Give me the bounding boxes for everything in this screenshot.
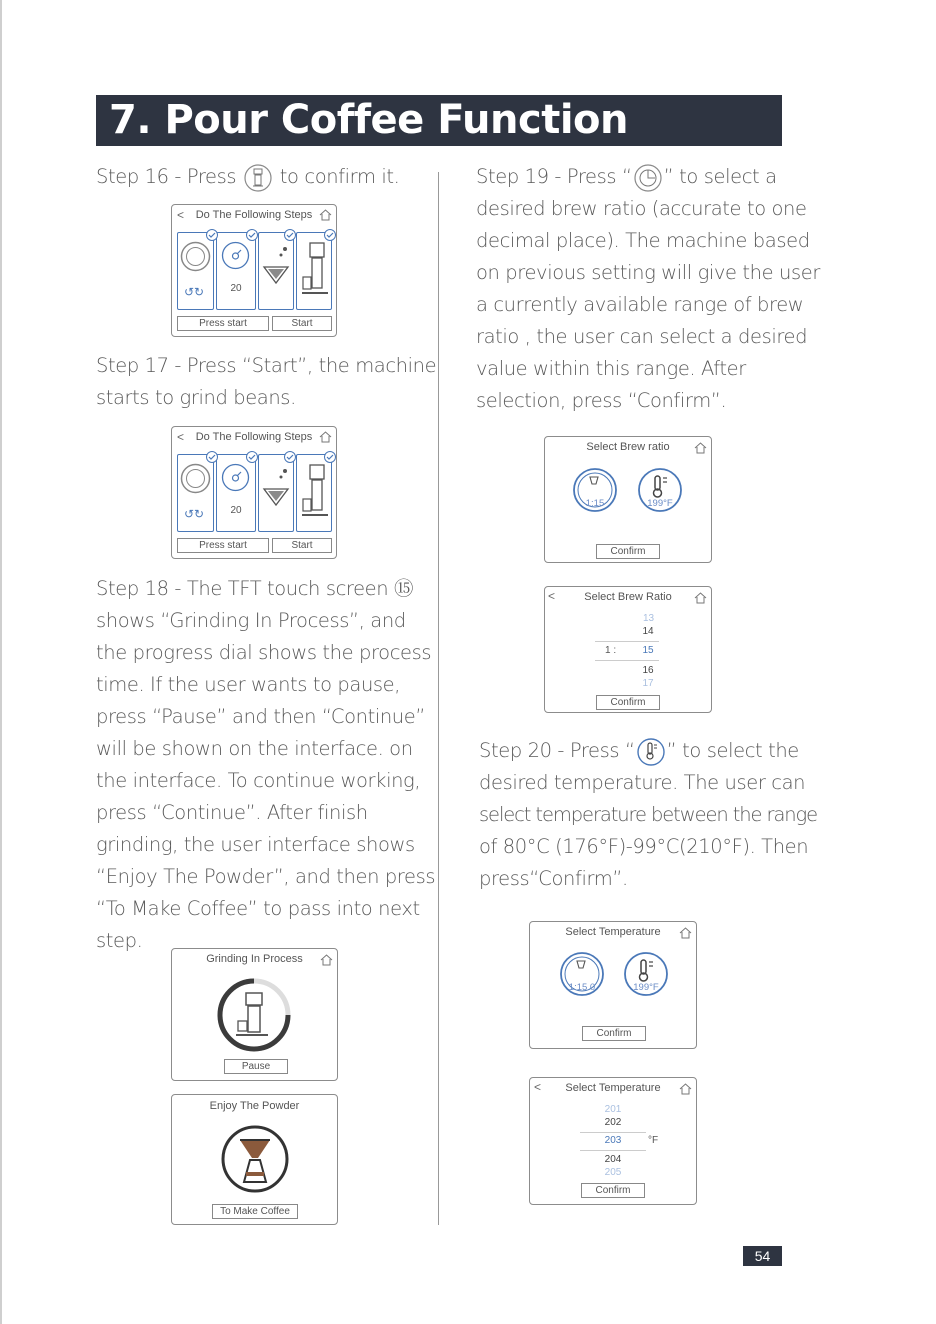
home-icon[interactable]	[320, 954, 333, 966]
home-icon[interactable]	[679, 927, 692, 939]
list-item[interactable]: 16	[642, 665, 654, 676]
rotate-icons: ↺↻	[184, 507, 205, 521]
text-line: starts to grind beans.	[96, 386, 296, 409]
home-icon[interactable]	[679, 1083, 692, 1095]
check-icon	[246, 451, 258, 463]
ratio-value: 1:15.0	[568, 982, 596, 993]
text-line: decimal place). The machine based	[476, 229, 810, 252]
text-line: value within this range. After	[476, 357, 746, 380]
screen-title: Do The Following Steps	[195, 431, 313, 443]
text-line: ratio , the user can select a desired	[476, 325, 808, 348]
powder-screen	[171, 1094, 338, 1225]
text-line: the progress dial shows the process	[96, 641, 432, 664]
section-title: 7. Pour Coffee Function	[109, 97, 628, 143]
check-icon	[206, 451, 218, 463]
text-line: desired brew ratio (accurate to one	[476, 197, 807, 220]
grind-value: 20	[230, 283, 242, 294]
step-card-beans[interactable]	[258, 232, 294, 310]
text-line: press “Pause” and then “Continue”	[96, 705, 426, 728]
list-item[interactable]: 17	[642, 678, 654, 689]
text-line: shows “Grinding In Process”, and	[96, 609, 406, 632]
coffee-powder-icon	[220, 1124, 290, 1194]
divider	[580, 1132, 646, 1133]
divider	[595, 641, 659, 642]
text-line: grinding, the user interface shows	[96, 833, 415, 856]
temperature-icon	[636, 737, 666, 767]
brew-ratio-screen	[544, 436, 712, 563]
confirm-button[interactable]: Confirm	[596, 544, 660, 559]
brew-ratio-icon	[633, 163, 663, 193]
progress-dial-icon	[216, 977, 292, 1053]
section-banner	[96, 95, 782, 146]
home-icon[interactable]	[319, 209, 332, 221]
list-item[interactable]: 202	[604, 1117, 622, 1128]
confirm-button[interactable]: Confirm	[596, 695, 660, 710]
check-icon	[284, 229, 296, 241]
ratio-prefix: 1 :	[605, 645, 617, 656]
start-button[interactable]: Start	[272, 538, 332, 553]
confirm-button[interactable]: Confirm	[581, 1183, 645, 1198]
step16-before: Step 16 - Press	[96, 165, 237, 188]
list-item[interactable]: 204	[604, 1154, 622, 1165]
text-line: select temperature between the range	[479, 803, 818, 826]
column-divider	[438, 172, 439, 1225]
check-icon	[324, 229, 336, 241]
text-line: press “Continue”. After finish	[96, 801, 368, 824]
step-card-dial[interactable]	[177, 454, 214, 532]
list-item[interactable]: 14	[642, 626, 654, 637]
brew-ratio-list-screen: < Select Brew Ratio 13 14 1 : 15 16 17 Confirm	[544, 586, 712, 713]
step-card-beans[interactable]	[258, 454, 294, 532]
text-line: “Enjoy The Powder”, and then press	[96, 865, 436, 888]
grinding-screen	[171, 948, 338, 1081]
rotate-icons: ↺↻	[184, 285, 205, 299]
list-item[interactable]: 201	[604, 1104, 622, 1115]
text-fragment: ” to select the	[666, 739, 799, 762]
steps-screen-1	[171, 204, 337, 337]
screen-title: Grinding In Process	[206, 953, 303, 965]
step16-text	[96, 161, 399, 193]
press-start-button[interactable]: Press start	[177, 538, 269, 553]
temp-unit: °F	[648, 1135, 659, 1146]
text-fragment: Step 20 - Press “	[479, 739, 635, 762]
check-icon	[324, 451, 336, 463]
screen-title: Enjoy The Powder	[209, 1100, 300, 1112]
page-edge	[0, 0, 2, 1324]
check-icon	[246, 229, 258, 241]
text-line: will be shown on the interface. on	[96, 737, 413, 760]
text-line: a currently available range of brew	[476, 293, 804, 316]
text-line: selection, press “Confirm”.	[476, 389, 727, 412]
step-card-grind[interactable]	[216, 454, 256, 532]
step-card-machine[interactable]	[296, 454, 332, 532]
screen-title: Select Brew Ratio	[584, 591, 672, 603]
text-line: press“Confirm”.	[479, 867, 628, 890]
page-number: 54	[743, 1246, 782, 1266]
step18-text	[96, 573, 435, 957]
text-line: “To Make Coffee” to pass into next	[96, 897, 420, 920]
text-line: step.	[96, 929, 143, 952]
step19-text	[476, 161, 820, 417]
text-line: desired temperature. The user can	[479, 771, 806, 794]
start-button[interactable]: Start	[272, 316, 332, 331]
screen-title: Select Temperature	[565, 1082, 661, 1094]
text-line: Step 17 - Press “Start”, the machine	[96, 354, 437, 377]
text-line: the interface. To continue working,	[96, 769, 421, 792]
pause-button[interactable]: Pause	[224, 1059, 288, 1074]
grinder-icon	[243, 163, 273, 193]
confirm-button[interactable]: Confirm	[582, 1026, 646, 1041]
temperature-screen	[529, 921, 697, 1049]
step17-text	[96, 350, 436, 414]
divider	[595, 660, 659, 661]
step20-text	[479, 735, 817, 895]
home-icon[interactable]	[694, 442, 707, 454]
to-make-coffee-button[interactable]: To Make Coffee	[212, 1204, 298, 1219]
divider	[580, 1150, 646, 1151]
screen-title: Do The Following Steps	[195, 209, 313, 221]
home-icon[interactable]	[694, 592, 707, 604]
text-line: time. If the user wants to pause,	[96, 673, 401, 696]
list-item[interactable]: 205	[604, 1167, 622, 1178]
temperature-list-screen	[529, 1077, 697, 1205]
screen-title: Select Temperature	[565, 926, 661, 938]
step16-after: to confirm it.	[279, 165, 400, 188]
check-icon	[206, 229, 218, 241]
ratio-value: 1:15	[585, 498, 605, 509]
press-start-button[interactable]: Press start	[177, 316, 269, 331]
step-card-machine[interactable]	[296, 232, 332, 310]
selected-item[interactable]: 203	[604, 1135, 622, 1146]
step-card-dial[interactable]	[177, 232, 214, 310]
back-icon[interactable]: <	[548, 589, 556, 603]
back-icon[interactable]: <	[177, 430, 185, 444]
back-icon[interactable]: <	[177, 208, 185, 222]
text-line: on previous setting will give the user	[476, 261, 820, 284]
text-line: of 80°C (176°F)-99°C(210°F). Then	[479, 835, 809, 858]
grind-value: 20	[230, 505, 242, 516]
text-fragment: ” to select a	[663, 165, 777, 188]
home-icon[interactable]	[319, 431, 332, 443]
temp-value: 199°F	[647, 498, 673, 509]
check-icon	[284, 451, 296, 463]
text-fragment: Step 19 - Press “	[476, 165, 632, 188]
temp-value: 199°F	[633, 982, 659, 993]
screen-title: Select Brew ratio	[586, 441, 670, 453]
steps-screen-2	[171, 426, 337, 559]
back-icon[interactable]: <	[534, 1080, 542, 1094]
text-line: Step 18 - The TFT touch screen ⑮	[96, 577, 414, 600]
selected-item[interactable]: 15	[642, 645, 654, 656]
step-card-grind[interactable]	[216, 232, 256, 310]
